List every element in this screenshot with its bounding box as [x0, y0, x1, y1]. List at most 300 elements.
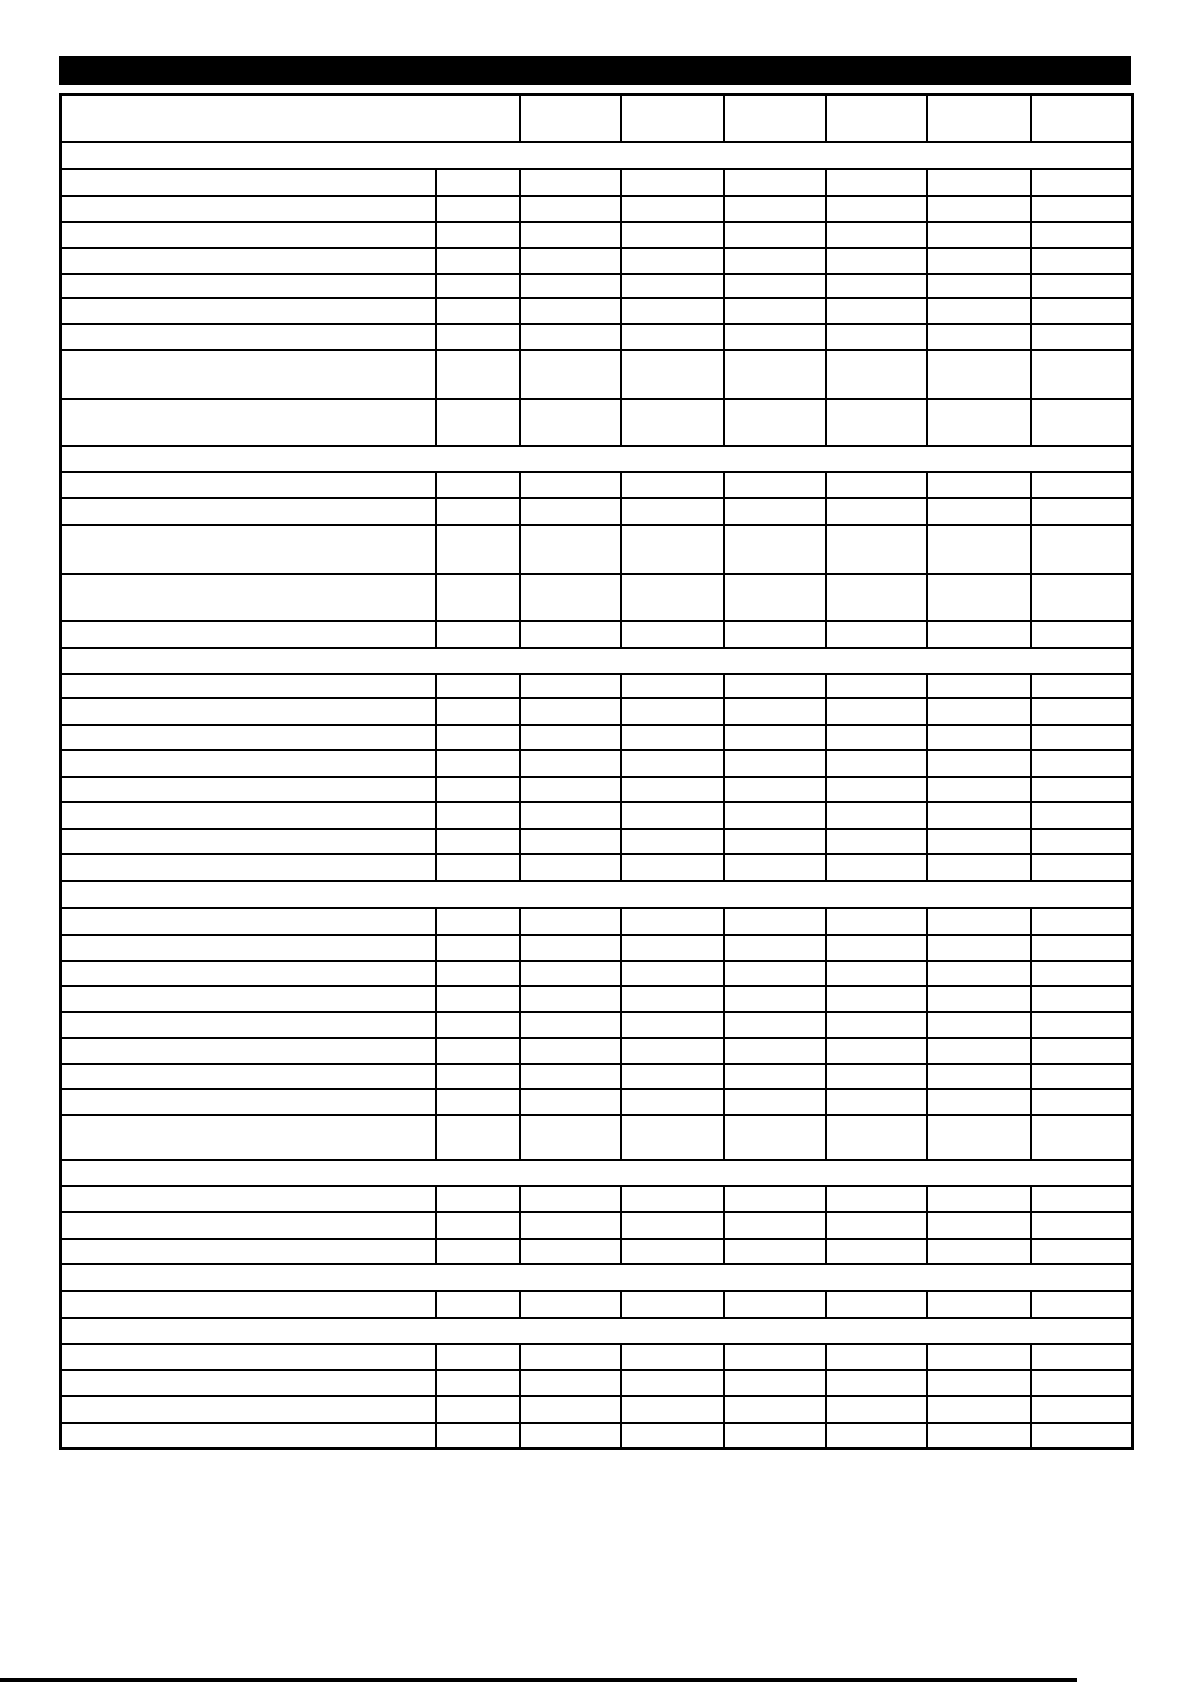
data-cell-1: [520, 324, 621, 350]
data-cell-5: [927, 986, 1031, 1012]
data-cell-6: [1031, 350, 1133, 399]
data-cell-5: [927, 750, 1031, 777]
data-cell-4: [826, 725, 927, 750]
data-cell-4: [826, 750, 927, 777]
data-cell-1: [520, 574, 621, 621]
data-cell-3: [724, 674, 826, 698]
table-body: [61, 95, 1133, 1449]
data-cell-1: [520, 1396, 621, 1423]
section-4-row-8: [61, 1089, 1133, 1115]
data-cell-3: [724, 472, 826, 498]
data-cell-1: [520, 777, 621, 802]
data-cell-3: [724, 986, 826, 1012]
data-cell-5: [927, 196, 1031, 222]
section-2-header-cell: [61, 446, 1133, 472]
data-cell-1: [520, 698, 621, 725]
section-5-row-3: [61, 1239, 1133, 1264]
data-cell-5: [927, 222, 1031, 248]
data-cell-1: [520, 674, 621, 698]
data-cell-0: [436, 574, 520, 621]
section-1-row-1: [61, 169, 1133, 196]
data-cell-0: [436, 698, 520, 725]
data-cell-6: [1031, 1423, 1133, 1449]
data-cell-1: [520, 1089, 621, 1115]
section-4-header-row: [61, 881, 1133, 908]
data-cell-6: [1031, 777, 1133, 802]
data-cell-5: [927, 1115, 1031, 1160]
data-cell-0: [436, 1115, 520, 1160]
data-cell-5: [927, 1370, 1031, 1396]
data-cell-5: [927, 472, 1031, 498]
section-4-row-7: [61, 1064, 1133, 1089]
section-3-row-6: [61, 802, 1133, 829]
data-cell-5: [927, 274, 1031, 298]
data-cell-6: [1031, 1064, 1133, 1089]
data-cell-0: [436, 725, 520, 750]
header-value-cell-4: [927, 95, 1031, 142]
data-cell-5: [927, 525, 1031, 574]
data-cell-5: [927, 324, 1031, 350]
section-7-header-cell: [61, 1318, 1133, 1344]
section-4-row-5: [61, 1012, 1133, 1038]
row-label-cell: [61, 1064, 436, 1089]
footer-rule: [0, 1678, 1077, 1682]
data-cell-1: [520, 621, 621, 648]
data-cell-6: [1031, 674, 1133, 698]
title-bar: [59, 56, 1131, 85]
data-cell-3: [724, 1186, 826, 1212]
data-cell-5: [927, 1089, 1031, 1115]
data-cell-6: [1031, 298, 1133, 324]
row-label-cell: [61, 1012, 436, 1038]
row-label-cell: [61, 1212, 436, 1239]
data-cell-1: [520, 525, 621, 574]
data-cell-5: [927, 1239, 1031, 1264]
section-2-row-1: [61, 472, 1133, 498]
data-cell-0: [436, 1038, 520, 1064]
data-cell-2: [621, 1012, 724, 1038]
data-cell-5: [927, 1344, 1031, 1370]
data-cell-2: [621, 750, 724, 777]
data-cell-0: [436, 1012, 520, 1038]
data-cell-5: [927, 1012, 1031, 1038]
data-cell-6: [1031, 750, 1133, 777]
data-cell-4: [826, 248, 927, 274]
data-cell-3: [724, 1423, 826, 1449]
section-7-row-4: [61, 1423, 1133, 1449]
data-cell-5: [927, 350, 1031, 399]
section-3-row-2: [61, 698, 1133, 725]
data-cell-5: [927, 908, 1031, 935]
data-cell-0: [436, 1396, 520, 1423]
row-label-cell: [61, 621, 436, 648]
data-cell-3: [724, 802, 826, 829]
data-cell-5: [927, 574, 1031, 621]
data-cell-6: [1031, 248, 1133, 274]
data-cell-2: [621, 908, 724, 935]
data-cell-1: [520, 498, 621, 525]
data-cell-1: [520, 908, 621, 935]
data-cell-2: [621, 1239, 724, 1264]
row-label-cell: [61, 986, 436, 1012]
data-cell-3: [724, 698, 826, 725]
data-cell-2: [621, 196, 724, 222]
data-cell-4: [826, 1186, 927, 1212]
data-cell-5: [927, 802, 1031, 829]
section-1-row-8: [61, 350, 1133, 399]
data-cell-5: [927, 1186, 1031, 1212]
data-cell-6: [1031, 274, 1133, 298]
data-cell-0: [436, 274, 520, 298]
data-cell-5: [927, 1423, 1031, 1449]
header-value-cell-1: [621, 95, 724, 142]
data-cell-0: [436, 908, 520, 935]
row-label-cell: [61, 854, 436, 881]
data-cell-3: [724, 725, 826, 750]
data-cell-6: [1031, 1012, 1133, 1038]
data-cell-4: [826, 399, 927, 446]
row-label-cell: [61, 498, 436, 525]
data-cell-3: [724, 750, 826, 777]
row-label-cell: [61, 698, 436, 725]
data-cell-6: [1031, 498, 1133, 525]
data-cell-5: [927, 854, 1031, 881]
data-cell-4: [826, 1115, 927, 1160]
data-cell-3: [724, 1115, 826, 1160]
data-cell-0: [436, 1291, 520, 1318]
data-cell-3: [724, 1212, 826, 1239]
data-cell-3: [724, 621, 826, 648]
section-6-header-cell: [61, 1264, 1133, 1291]
row-label-cell: [61, 196, 436, 222]
data-cell-4: [826, 1212, 927, 1239]
data-cell-1: [520, 1423, 621, 1449]
row-label-cell: [61, 1089, 436, 1115]
section-4-row-6: [61, 1038, 1133, 1064]
blank-form-table: [59, 93, 1134, 1450]
data-cell-4: [826, 324, 927, 350]
row-label-cell: [61, 248, 436, 274]
data-cell-5: [927, 248, 1031, 274]
data-cell-2: [621, 725, 724, 750]
data-cell-5: [927, 1212, 1031, 1239]
data-cell-1: [520, 298, 621, 324]
data-cell-4: [826, 1239, 927, 1264]
data-cell-2: [621, 324, 724, 350]
data-cell-3: [724, 1370, 826, 1396]
section-1-row-7: [61, 324, 1133, 350]
data-cell-5: [927, 698, 1031, 725]
data-cell-6: [1031, 961, 1133, 986]
data-cell-0: [436, 1344, 520, 1370]
data-cell-0: [436, 472, 520, 498]
data-cell-1: [520, 248, 621, 274]
data-cell-0: [436, 1064, 520, 1089]
data-cell-2: [621, 169, 724, 196]
row-label-cell: [61, 908, 436, 935]
data-cell-4: [826, 1089, 927, 1115]
data-cell-0: [436, 248, 520, 274]
data-cell-2: [621, 961, 724, 986]
data-cell-1: [520, 399, 621, 446]
data-cell-6: [1031, 1396, 1133, 1423]
data-cell-0: [436, 935, 520, 961]
data-cell-2: [621, 1423, 724, 1449]
header-value-cell-2: [724, 95, 826, 142]
data-cell-0: [436, 298, 520, 324]
section-3-row-4: [61, 750, 1133, 777]
data-cell-6: [1031, 324, 1133, 350]
data-cell-4: [826, 621, 927, 648]
data-cell-2: [621, 1064, 724, 1089]
row-label-cell: [61, 298, 436, 324]
section-5-row-1: [61, 1186, 1133, 1212]
data-cell-1: [520, 1038, 621, 1064]
row-label-cell: [61, 935, 436, 961]
data-cell-4: [826, 525, 927, 574]
data-cell-3: [724, 1089, 826, 1115]
row-label-cell: [61, 525, 436, 574]
data-cell-2: [621, 802, 724, 829]
row-label-cell: [61, 674, 436, 698]
data-cell-3: [724, 908, 826, 935]
section-3-header-row: [61, 648, 1133, 674]
data-cell-3: [724, 169, 826, 196]
row-label-cell: [61, 829, 436, 854]
section-7-header-row: [61, 1318, 1133, 1344]
data-cell-4: [826, 222, 927, 248]
row-label-cell: [61, 725, 436, 750]
data-cell-5: [927, 777, 1031, 802]
data-cell-3: [724, 1396, 826, 1423]
data-cell-6: [1031, 1186, 1133, 1212]
data-cell-3: [724, 574, 826, 621]
data-cell-1: [520, 802, 621, 829]
data-cell-0: [436, 1370, 520, 1396]
data-cell-6: [1031, 829, 1133, 854]
data-cell-2: [621, 248, 724, 274]
section-7-row-1: [61, 1344, 1133, 1370]
data-cell-6: [1031, 399, 1133, 446]
data-cell-1: [520, 222, 621, 248]
data-cell-4: [826, 1344, 927, 1370]
data-cell-6: [1031, 986, 1133, 1012]
row-label-cell: [61, 169, 436, 196]
section-1-row-2: [61, 196, 1133, 222]
data-cell-1: [520, 196, 621, 222]
data-cell-5: [927, 1038, 1031, 1064]
data-cell-6: [1031, 1212, 1133, 1239]
section-3-row-7: [61, 829, 1133, 854]
data-cell-5: [927, 961, 1031, 986]
data-cell-1: [520, 1115, 621, 1160]
data-cell-4: [826, 908, 927, 935]
section-4-row-4: [61, 986, 1133, 1012]
data-cell-4: [826, 1291, 927, 1318]
data-cell-6: [1031, 621, 1133, 648]
data-cell-4: [826, 169, 927, 196]
data-cell-1: [520, 169, 621, 196]
data-cell-0: [436, 222, 520, 248]
data-cell-5: [927, 498, 1031, 525]
row-label-cell: [61, 1038, 436, 1064]
section-5-header-cell: [61, 1160, 1133, 1186]
data-cell-2: [621, 777, 724, 802]
data-cell-6: [1031, 1370, 1133, 1396]
data-cell-5: [927, 674, 1031, 698]
data-cell-2: [621, 222, 724, 248]
row-label-cell: [61, 1344, 436, 1370]
data-cell-4: [826, 1064, 927, 1089]
row-label-cell: [61, 777, 436, 802]
section-3-row-5: [61, 777, 1133, 802]
header-label-cell: [61, 95, 520, 142]
data-cell-3: [724, 399, 826, 446]
section-3-row-3: [61, 725, 1133, 750]
header-value-cell-5: [1031, 95, 1133, 142]
data-cell-3: [724, 1344, 826, 1370]
data-cell-4: [826, 674, 927, 698]
data-cell-2: [621, 1396, 724, 1423]
data-cell-1: [520, 1291, 621, 1318]
data-cell-4: [826, 350, 927, 399]
data-cell-3: [724, 777, 826, 802]
data-cell-0: [436, 750, 520, 777]
section-2-row-3: [61, 525, 1133, 574]
data-cell-6: [1031, 1291, 1133, 1318]
data-cell-3: [724, 298, 826, 324]
data-cell-2: [621, 935, 724, 961]
data-cell-4: [826, 961, 927, 986]
row-label-cell: [61, 222, 436, 248]
data-cell-3: [724, 324, 826, 350]
data-cell-3: [724, 829, 826, 854]
data-cell-6: [1031, 169, 1133, 196]
data-cell-6: [1031, 525, 1133, 574]
data-cell-2: [621, 1186, 724, 1212]
data-cell-6: [1031, 1089, 1133, 1115]
data-cell-2: [621, 350, 724, 399]
data-cell-3: [724, 274, 826, 298]
row-label-cell: [61, 1239, 436, 1264]
row-label-cell: [61, 1370, 436, 1396]
data-cell-4: [826, 574, 927, 621]
data-cell-3: [724, 498, 826, 525]
data-cell-2: [621, 1344, 724, 1370]
data-cell-5: [927, 169, 1031, 196]
data-cell-2: [621, 274, 724, 298]
data-cell-2: [621, 399, 724, 446]
row-label-cell: [61, 274, 436, 298]
section-4-row-3: [61, 961, 1133, 986]
data-cell-1: [520, 1344, 621, 1370]
data-cell-5: [927, 1396, 1031, 1423]
data-cell-0: [436, 169, 520, 196]
data-cell-5: [927, 1291, 1031, 1318]
data-cell-3: [724, 854, 826, 881]
row-label-cell: [61, 399, 436, 446]
data-cell-3: [724, 1064, 826, 1089]
data-cell-2: [621, 574, 724, 621]
data-cell-0: [436, 525, 520, 574]
data-cell-4: [826, 298, 927, 324]
section-4-row-1: [61, 908, 1133, 935]
data-cell-3: [724, 350, 826, 399]
data-cell-4: [826, 1396, 927, 1423]
data-cell-2: [621, 498, 724, 525]
data-cell-0: [436, 1089, 520, 1115]
section-5-header-row: [61, 1160, 1133, 1186]
data-cell-0: [436, 802, 520, 829]
data-cell-6: [1031, 222, 1133, 248]
data-cell-6: [1031, 725, 1133, 750]
header-value-cell-3: [826, 95, 927, 142]
data-cell-1: [520, 1012, 621, 1038]
data-cell-5: [927, 725, 1031, 750]
data-cell-4: [826, 1038, 927, 1064]
data-cell-0: [436, 399, 520, 446]
data-cell-2: [621, 829, 724, 854]
section-3-header-cell: [61, 648, 1133, 674]
data-cell-1: [520, 350, 621, 399]
data-cell-4: [826, 854, 927, 881]
data-cell-0: [436, 986, 520, 1012]
data-cell-1: [520, 854, 621, 881]
data-cell-4: [826, 498, 927, 525]
data-cell-3: [724, 248, 826, 274]
row-label-cell: [61, 1115, 436, 1160]
data-cell-1: [520, 961, 621, 986]
row-label-cell: [61, 961, 436, 986]
data-cell-4: [826, 1370, 927, 1396]
data-cell-0: [436, 350, 520, 399]
row-label-cell: [61, 324, 436, 350]
data-cell-0: [436, 674, 520, 698]
data-cell-4: [826, 935, 927, 961]
section-6-row-1: [61, 1291, 1133, 1318]
data-cell-3: [724, 525, 826, 574]
data-cell-0: [436, 829, 520, 854]
data-cell-5: [927, 829, 1031, 854]
data-cell-0: [436, 854, 520, 881]
data-cell-2: [621, 298, 724, 324]
section-7-row-3: [61, 1396, 1133, 1423]
data-cell-1: [520, 472, 621, 498]
data-cell-6: [1031, 854, 1133, 881]
section-1-row-6: [61, 298, 1133, 324]
data-cell-4: [826, 472, 927, 498]
data-cell-0: [436, 777, 520, 802]
row-label-cell: [61, 1423, 436, 1449]
data-cell-1: [520, 274, 621, 298]
data-cell-5: [927, 298, 1031, 324]
row-label-cell: [61, 472, 436, 498]
data-cell-1: [520, 1064, 621, 1089]
data-cell-2: [621, 1370, 724, 1396]
section-1-row-5: [61, 274, 1133, 298]
data-cell-3: [724, 961, 826, 986]
section-1-header-row: [61, 142, 1133, 169]
data-cell-0: [436, 1423, 520, 1449]
data-cell-6: [1031, 574, 1133, 621]
data-cell-4: [826, 196, 927, 222]
header-value-cell-0: [520, 95, 621, 142]
section-1-row-9: [61, 399, 1133, 446]
data-cell-2: [621, 854, 724, 881]
data-cell-0: [436, 196, 520, 222]
data-cell-1: [520, 1370, 621, 1396]
data-cell-4: [826, 986, 927, 1012]
